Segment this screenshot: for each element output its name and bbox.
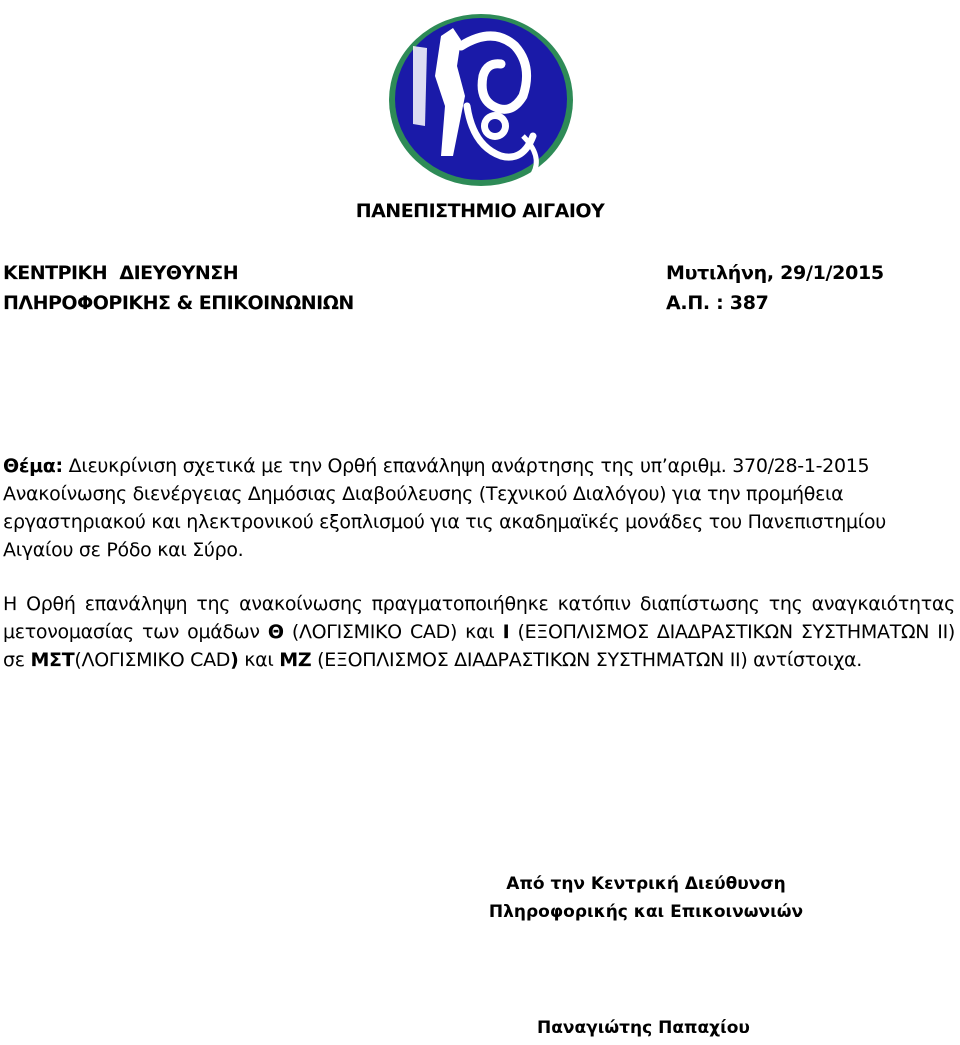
body-part4: (ΛΟΓΙΣΜΙΚΟ CAD (74, 649, 231, 671)
university-seal-icon (383, 6, 575, 188)
body-paragraph (3, 590, 955, 674)
subject-text: Διευκρίνιση σχετικά με την Ορθή επανάληψη ανάρτησης της υπ’αριθμ. 370/28-1-2015 Ανακοίνωσης διενέργειας Δημόσιας Διαβούλευσης (Τεχνικού Διαλόγου) για την προμήθεια εργαστηριακού και ηλεκτρονικού εξοπλισμού για τις ακαδημαϊκές μονάδες του Πανεπιστημίου Αιγαίου σε Ρόδο και Σύρο. (3, 455, 886, 561)
group-mz: ΜΖ (279, 649, 312, 671)
group-theta: Θ (267, 621, 284, 643)
university-name: ΠΑΝΕΠΙΣΤΗΜΙΟ ΑΙΓΑΙΟΥ (355, 200, 605, 222)
department-block (3, 258, 354, 318)
protocol-number: Α.Π. : 387 (666, 292, 769, 314)
group-mst: ΜΣΤ (30, 649, 75, 671)
signature-line2: Πληροφορικής και Επικοινωνιών (488, 902, 804, 922)
department-line1: ΚΕΝΤΡΙΚΗ ΔΙΕΥΘΥΝΣΗ (3, 262, 239, 284)
body-part6: (ΕΞΟΠΛΙΣΜΟΣ ΔΙΑΔΡΑΣΤΙΚΩΝ ΣΥΣΤΗΜΑΤΩΝ ΙΙ) αντίστοιχα. (311, 649, 862, 671)
date-protocol-block (666, 258, 884, 318)
signature-block (440, 870, 852, 926)
signature-line1: Από την Κεντρική Διεύθυνση (506, 874, 786, 894)
body-part5: και (238, 649, 280, 671)
signer-name: Παναγιώτης Παπαχίου (537, 1018, 750, 1038)
group-iota: Ι (502, 621, 510, 643)
body-paren: ) (230, 649, 239, 671)
body-part3: (ΕΞΟΠΛΙΣΜΟΣ ΔΙΑΔΡΑΣΤΙΚΩΝ ΣΥΣΤΗΜΑΤΩΝ ΙΙ) σε (3, 621, 955, 671)
subject-paragraph (3, 452, 955, 564)
body-part1: Η Ορθή επανάληψη της ανακοίνωσης πραγματοποιήθηκε κατόπιν διαπίστωσης της αναγκαιότητας μετονομασίας των ομάδων (3, 593, 955, 643)
place-date: Μυτιλήνη, 29/1/2015 (666, 262, 884, 284)
department-line2: ΠΛΗΡΟΦΟΡΙΚΗΣ & ΕΠΙΚΟΙΝΩΝΙΩΝ (3, 292, 354, 314)
body-part2: (ΛΟΓΙΣΜΙΚΟ CAD) και (283, 621, 503, 643)
subject-label: Θέμα: (3, 455, 63, 477)
